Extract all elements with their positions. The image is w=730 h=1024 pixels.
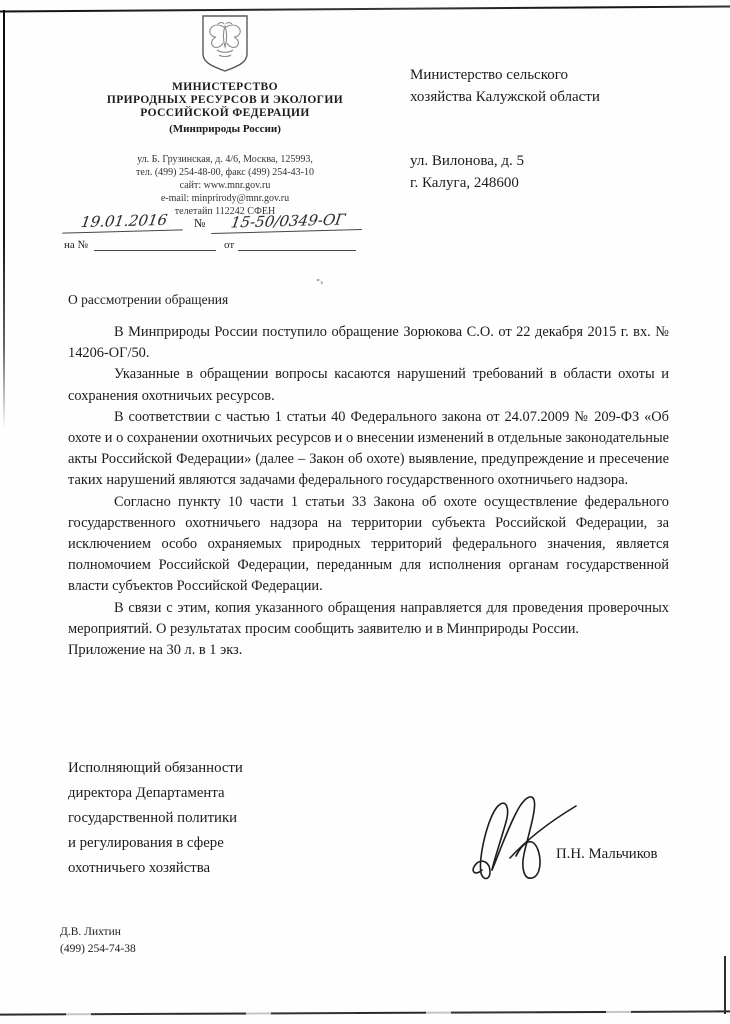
addressee-street: ул. Вилонова, д. 5 bbox=[410, 153, 525, 169]
addressee-name-line: хозяйства Калужской области bbox=[410, 89, 600, 105]
body-paragraph: В связи с этим, копия указанного обращения направляется для проведения проверочных мероприятий. О результатах просим сообщить заявителю и в Минприроды России. bbox=[68, 599, 669, 637]
signer-position-line: директора Департамента bbox=[68, 785, 225, 801]
executor-phone: (499) 254-74-38 bbox=[60, 943, 136, 955]
letter-body bbox=[68, 322, 669, 661]
contact-email: e-mail: minprirody@mnr.gov.ru bbox=[160, 193, 290, 204]
scan-edge-right bbox=[724, 956, 726, 1014]
ministry-name-line: МИНИСТЕРСТВО bbox=[172, 81, 278, 93]
scan-edge-left bbox=[3, 10, 5, 430]
contact-teletype: телетайп 112242 СФЕН bbox=[174, 206, 276, 217]
outgoing-number-handwritten: 15-50/0349-ОГ bbox=[212, 210, 366, 234]
addressee-address bbox=[410, 150, 680, 194]
contact-address: ул. Б. Грузинская, д. 4/6, Москва, 125993, bbox=[137, 154, 313, 165]
contact-phone-fax: тел. (499) 254-48-00, факс (499) 254-43-10 bbox=[136, 167, 314, 178]
letterhead bbox=[62, 14, 388, 218]
attachment-note: Приложение на 30 л. в 1 экз. bbox=[68, 642, 243, 659]
body-paragraph: В Минприроды России поступило обращение Зорюкова С.О. от 22 декабря 2015 г. вх. № 14206-ОГ/50. bbox=[68, 324, 669, 362]
signer-position-line: государственной политики bbox=[68, 810, 238, 826]
reply-number-blank bbox=[94, 239, 216, 251]
signer-position bbox=[68, 756, 308, 881]
signer-position-line: Исполняющий обязанности bbox=[68, 760, 243, 776]
number-sign-label: № bbox=[194, 216, 206, 230]
scan-edge-top bbox=[0, 5, 730, 12]
signer-position-line: и регулирования в сфере bbox=[68, 835, 224, 851]
addressee-name-line: Министерство сельского bbox=[410, 67, 569, 83]
reference-block bbox=[64, 212, 374, 251]
scan-edge-bottom bbox=[0, 1010, 730, 1015]
body-paragraph: В соответствии с частью 1 статьи 40 Федерального закона от 24.07.2009 № 209-ФЗ «Об охоте и о сохранении охотничьих ресурсов и о внесении изменений в отдельные законодательные акты Российской Федерации» (далее – Закон об охоте) выявление, предупреждение и пресечение таких нарушений являются задачами федерального государственного охотничьего надзора. bbox=[68, 408, 669, 489]
contact-website: сайт: www.mnr.gov.ru bbox=[179, 180, 271, 191]
ministry-short-name: (Минприроды России) bbox=[169, 123, 281, 135]
signer-position-line: охотничьего хозяйства bbox=[68, 860, 211, 876]
body-paragraph: Согласно пункту 10 части 1 статьи 33 Закона об охоте осуществление федерального государственного охотничьего надзора на территории субъекта Российской Федерации, за исключением особо охраняемых природных территорий федерального значения, является полномочием Российской Федерации, переданным для исполнения органам государственной власти субъектов Российской Федерации. bbox=[68, 493, 669, 595]
scan-smudge: “› bbox=[316, 278, 324, 287]
letterhead-contacts bbox=[62, 153, 388, 218]
reply-to-label: на № bbox=[64, 239, 89, 251]
reply-date-blank bbox=[238, 239, 356, 251]
executor-name: Д.В. Лихтин bbox=[60, 926, 121, 938]
reply-from-label: от bbox=[224, 239, 235, 251]
ministry-name-line: ПРИРОДНЫХ РЕСУРСОВ И ЭКОЛОГИИ bbox=[106, 94, 344, 106]
body-paragraph: Указанные в обращении вопросы касаются нарушений требований в области охоты и сохранения охотничьих ресурсов. bbox=[68, 366, 669, 404]
addressee-name bbox=[410, 64, 680, 108]
coat-of-arms-icon bbox=[198, 14, 252, 77]
addressee-city: г. Калуга, 248600 bbox=[410, 175, 519, 191]
outgoing-date-handwritten: 19.01.2016 bbox=[62, 210, 186, 233]
signer-name: П.Н. Мальчиков bbox=[556, 846, 658, 862]
signature-handwriting-icon bbox=[468, 778, 588, 893]
ministry-name-line: РОССИЙСКОЙ ФЕДЕРАЦИИ bbox=[140, 107, 310, 119]
executor-block bbox=[60, 924, 136, 958]
letter-subject: О рассмотрении обращения bbox=[68, 292, 229, 307]
